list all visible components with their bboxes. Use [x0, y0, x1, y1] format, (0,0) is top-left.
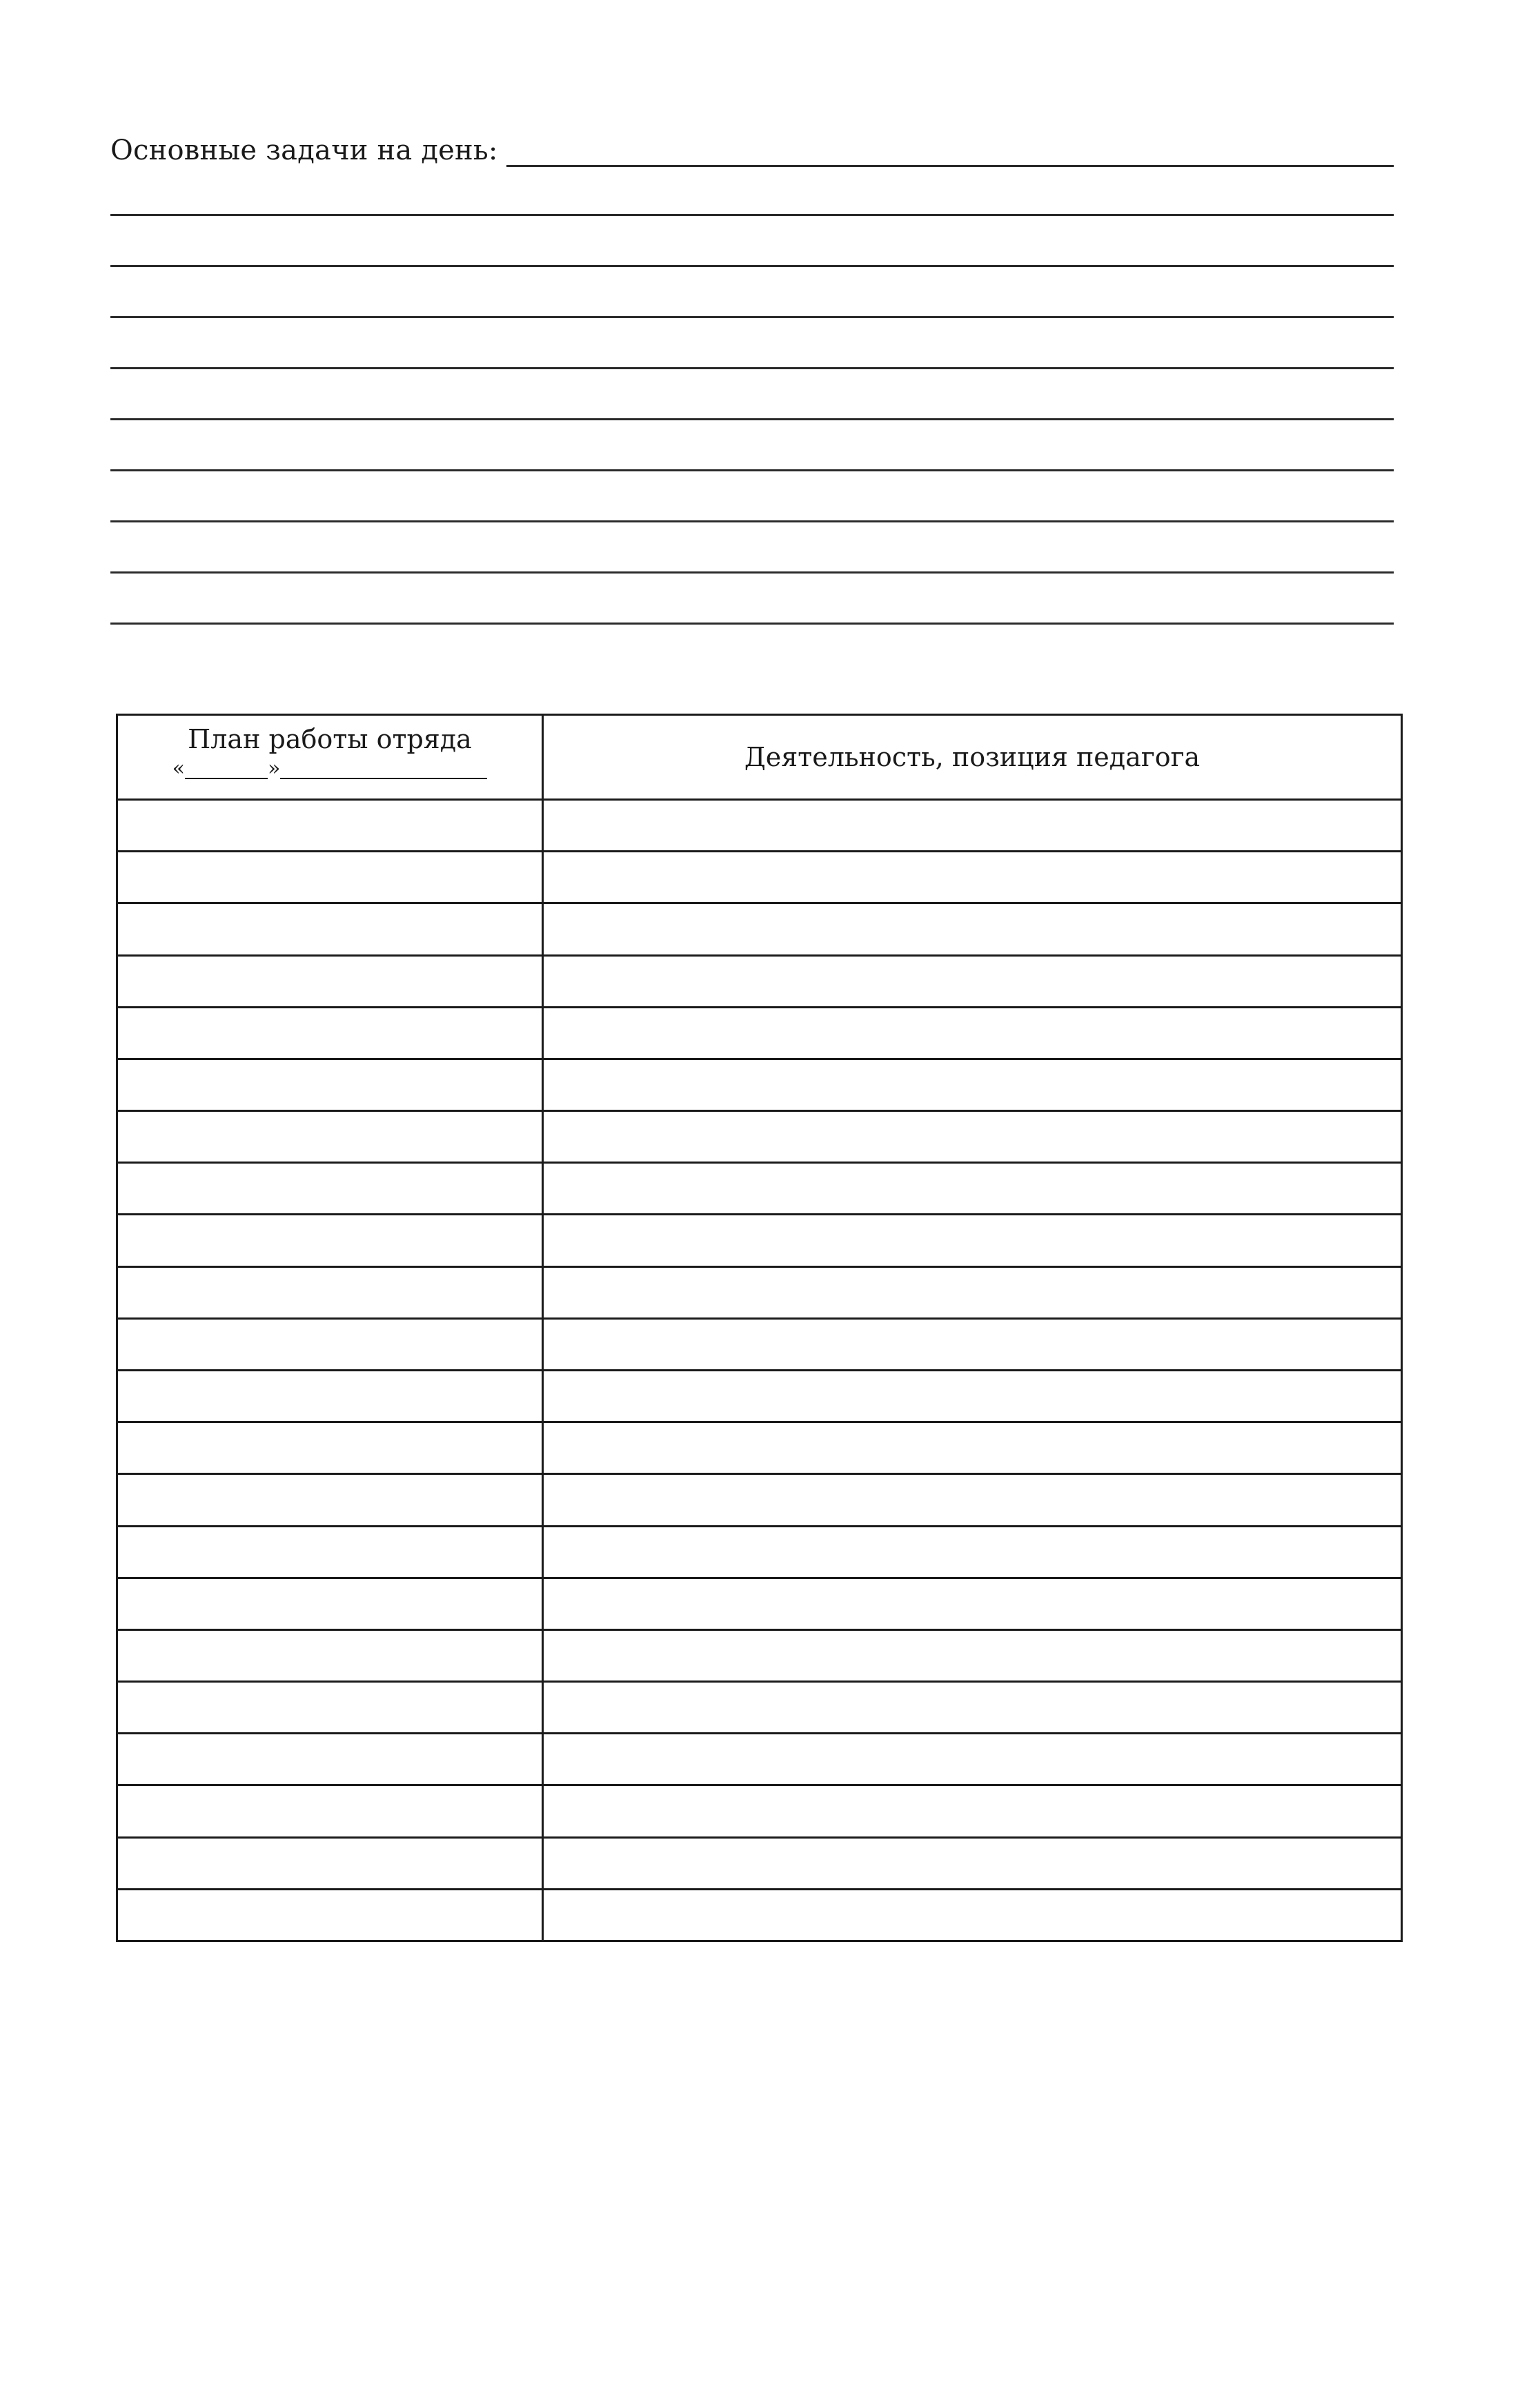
table-row-line [118, 1421, 1401, 1423]
table-row-line [118, 1836, 1401, 1839]
plan-table [116, 714, 1403, 1942]
table-row-line [118, 1732, 1401, 1734]
task-blank-line[interactable] [110, 214, 1394, 216]
table-row-line [118, 1369, 1401, 1371]
table-row-line [118, 1888, 1401, 1890]
table-row-line [118, 1266, 1401, 1268]
task-blank-line[interactable] [110, 316, 1394, 318]
table-row-line [118, 1006, 1401, 1008]
table-row-line [118, 1681, 1401, 1683]
table-row-line [118, 1577, 1401, 1579]
task-blank-line[interactable] [110, 418, 1394, 420]
table-row-line [118, 1110, 1401, 1112]
task-blank-line[interactable] [110, 265, 1394, 267]
column-divider [542, 716, 544, 1940]
date-field[interactable] [118, 758, 542, 779]
table-row-line [118, 954, 1401, 957]
col2-header-title: Деятельность, позиция педагога [744, 742, 1201, 772]
table-row-line [118, 1784, 1401, 1786]
table-row-line [118, 1162, 1401, 1164]
table-row-line [118, 1629, 1401, 1631]
col2-header-cell [544, 716, 1401, 798]
task-blank-line[interactable] [110, 520, 1394, 522]
col1-header-cell [118, 716, 542, 798]
tasks-header [110, 130, 1394, 171]
tasks-first-blank-line[interactable] [506, 165, 1394, 167]
table-header-row [118, 716, 1401, 801]
table-row-line [118, 902, 1401, 904]
date-open-quote: « [172, 756, 185, 781]
task-blank-line[interactable] [110, 623, 1394, 625]
task-blank-line[interactable] [110, 571, 1394, 574]
date-month-blank[interactable] [280, 763, 487, 779]
task-blank-line[interactable] [110, 469, 1394, 471]
tasks-label: Основные задачи на день: [110, 135, 498, 166]
table-row-line [118, 1213, 1401, 1215]
table-row-line [118, 1473, 1401, 1475]
date-day-blank[interactable] [185, 763, 268, 779]
table-row-line [118, 850, 1401, 852]
table-row-line [118, 1317, 1401, 1320]
table-row-line [118, 1058, 1401, 1060]
task-blank-line[interactable] [110, 367, 1394, 369]
col1-header-title: План работы отряда [188, 724, 472, 754]
date-close-quote: » [268, 756, 281, 781]
table-row-line [118, 1525, 1401, 1527]
